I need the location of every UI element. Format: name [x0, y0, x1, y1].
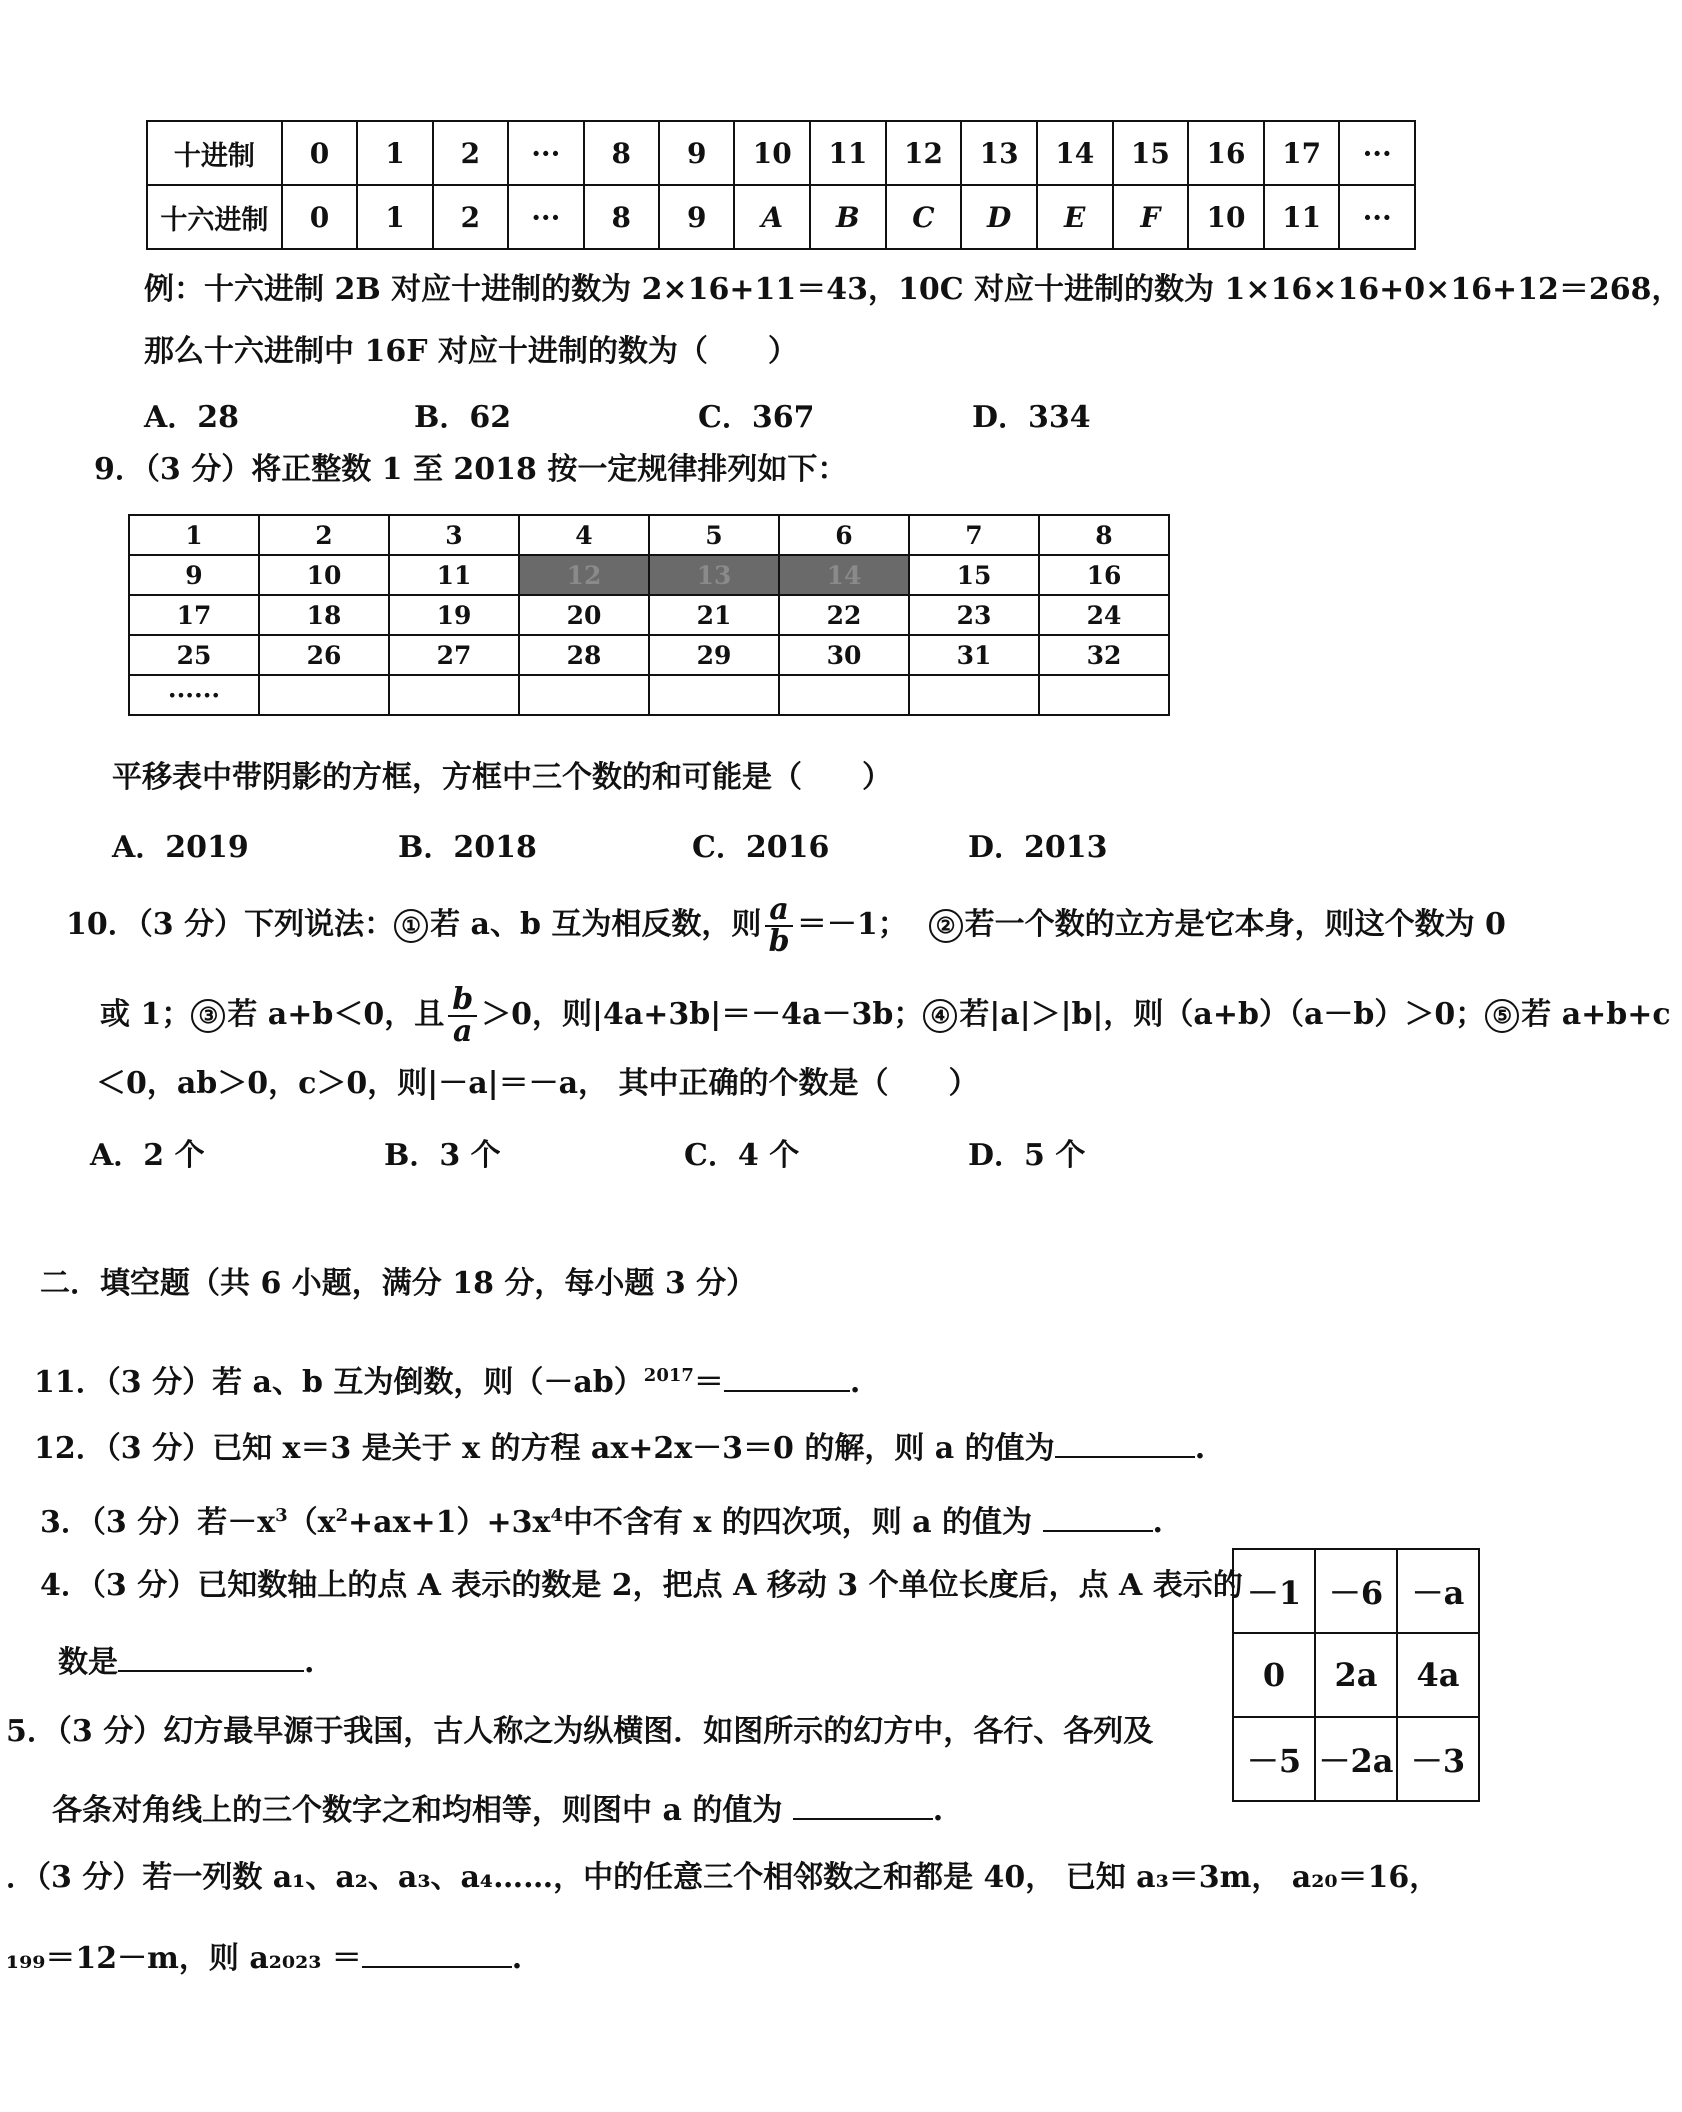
- table-row: [129, 555, 1169, 595]
- table-cell: 17: [129, 595, 259, 635]
- table-cell: 0: [282, 185, 357, 249]
- table-cell: E: [1037, 185, 1113, 249]
- table-cell: 31: [909, 635, 1039, 675]
- table-cell: 0: [282, 121, 357, 185]
- table-row: [129, 595, 1169, 635]
- table-cell: 10: [734, 121, 810, 185]
- q15-line-1: 5．（3 分）幻方最早源于我国，古人称之为纵横图．如图所示的幻方中，各行、各列及: [6, 1714, 1154, 1749]
- table-cell: 6: [779, 515, 909, 555]
- table-cell: 4: [519, 515, 649, 555]
- table-cell: 9: [659, 121, 734, 185]
- table-cell: 2: [433, 121, 508, 185]
- table-cell: 17: [1264, 121, 1340, 185]
- table-cell: 29: [649, 635, 779, 675]
- q10-line-3: ＜0，ab＞0，c＞0，则|－a|＝－a， 其中正确的个数是（ ）: [96, 1066, 979, 1101]
- table-cell: ···: [1339, 185, 1415, 249]
- table-cell: [1039, 675, 1169, 715]
- q15-line-2: 各条对角线上的三个数字之和均相等，则图中 a 的值为 .: [52, 1790, 943, 1829]
- magic-square-cell: －3: [1397, 1717, 1479, 1801]
- table-row: [129, 635, 1169, 675]
- q11: 11．（3 分）若 a、b 互为倒数，则$(-ab)^{2017}=$ .: [34, 1358, 860, 1401]
- table-row: [147, 185, 1415, 249]
- answer-blank[interactable]: [793, 1790, 933, 1820]
- table-cell: 26: [259, 635, 389, 675]
- q10-prefix: 10．（3 分）下列说法：: [66, 907, 395, 942]
- table-cell: [519, 675, 649, 715]
- table-cell: 23: [909, 595, 1039, 635]
- magic-square-cell: 2a: [1315, 1633, 1397, 1717]
- q9-option-a: A．2019: [112, 830, 249, 865]
- table-cell: 15: [1113, 121, 1189, 185]
- table-cell: 8: [1039, 515, 1169, 555]
- q10-option-b: B．3 个: [384, 1138, 501, 1173]
- table-cell: 9: [129, 555, 259, 595]
- q8-question: 那么十六进制中 16F 对应十进制的数为（ ）: [144, 334, 798, 369]
- table-cell: 16: [1188, 121, 1264, 185]
- table-cell: 15: [909, 555, 1039, 595]
- table-cell: [779, 675, 909, 715]
- table-cell: F: [1113, 185, 1189, 249]
- q10-option-a: A．2 个: [90, 1138, 205, 1173]
- magic-square-cell: 4a: [1397, 1633, 1479, 1717]
- table-cell: 16: [1039, 555, 1169, 595]
- answer-blank[interactable]: [362, 1938, 512, 1968]
- table-cell: 32: [1039, 635, 1169, 675]
- row-label-decimal: 十进制: [147, 121, 282, 185]
- q9-stem: 9．（3 分）将正整数 1 至 2018 按一定规律排列如下：: [94, 452, 848, 487]
- table-cell: 18: [259, 595, 389, 635]
- table-cell: 25: [129, 635, 259, 675]
- q10-statement-1: 若 a、b 互为相反数，则: [430, 907, 762, 942]
- table-row: [147, 121, 1415, 185]
- table-cell: 13: [649, 555, 779, 595]
- table-cell: 11: [810, 121, 886, 185]
- circled-1: ①: [394, 909, 428, 943]
- q8-option-b: B．62: [414, 400, 512, 435]
- table-cell: 1: [357, 121, 432, 185]
- table-cell: 10: [1188, 185, 1264, 249]
- q8-example: 例：十六进制 2B 对应十进制的数为 2×16+11＝43，10C 对应十进制的数为 1×16×16+0×16+12＝268，: [144, 272, 1682, 307]
- table-cell: 2: [433, 185, 508, 249]
- table-cell: B: [810, 185, 886, 249]
- row-label-hex: 十六进制: [147, 185, 282, 249]
- answer-blank[interactable]: [118, 1642, 304, 1672]
- table-cell: 11: [1264, 185, 1340, 249]
- table-cell: 22: [779, 595, 909, 635]
- q10-line-1: [66, 892, 1506, 958]
- table-cell: ···: [1339, 121, 1415, 185]
- table-cell: 1: [129, 515, 259, 555]
- table-cell: 30: [779, 635, 909, 675]
- answer-blank[interactable]: [1055, 1428, 1195, 1458]
- table-row: [1233, 1549, 1479, 1633]
- table-cell: 21: [649, 595, 779, 635]
- table-cell: [649, 675, 779, 715]
- q9-option-b: B．2018: [398, 830, 537, 865]
- table-cell: 3: [389, 515, 519, 555]
- q16-line-2: ₁₉₉＝12－m，则 a₂₀₂₃ ＝ .: [6, 1938, 522, 1977]
- answer-blank[interactable]: [724, 1362, 850, 1392]
- table-cell: 10: [259, 555, 389, 595]
- magic-square-cell: －6: [1315, 1549, 1397, 1633]
- table-cell: 19: [389, 595, 519, 635]
- table-cell: 9: [659, 185, 734, 249]
- fraction-b-over-a: $\frac{b}{a}$: [448, 985, 477, 1047]
- table-cell: 8: [584, 185, 659, 249]
- q9-question: 平移表中带阴影的方框，方框中三个数的和可能是（ ）: [112, 760, 892, 795]
- circled-3: ③: [191, 999, 225, 1033]
- fraction-a-over-b: $\frac{a}{b}$: [765, 895, 792, 957]
- table-row: [129, 675, 1169, 715]
- table-cell: D: [961, 185, 1037, 249]
- magic-square-cell: －2a: [1315, 1717, 1397, 1801]
- table-cell: ···: [508, 185, 584, 249]
- table-cell: 14: [779, 555, 909, 595]
- q14-line-1: 4．（3 分）已知数轴上的点 A 表示的数是 2，把点 A 移动 3 个单位长度后，点 A 表示的: [40, 1568, 1243, 1603]
- table-cell: 11: [389, 555, 519, 595]
- section-heading: 二．填空题（共 6 小题，满分 18 分，每小题 3 分）: [40, 1266, 757, 1301]
- table-cell: 14: [1037, 121, 1113, 185]
- q8-option-a: A．28: [144, 400, 240, 435]
- magic-square-cell: 0: [1233, 1633, 1315, 1717]
- q14-line-2: 数是 .: [58, 1642, 314, 1681]
- table-cell: 12: [519, 555, 649, 595]
- table-cell: 28: [519, 635, 649, 675]
- q10-line-2: 或 1； ③ 若 a+b＜0，且 $\frac{b}{a}$ ＞0，则|4a+3b|＝－4a－3b； ④ 若|a|＞|b|，则（a+b）（a－b）＞0； ⑤ 若 a+b+c: [100, 982, 1671, 1049]
- table-cell: [259, 675, 389, 715]
- table-cell: 5: [649, 515, 779, 555]
- table-cell: [389, 675, 519, 715]
- magic-square-clip: [1232, 1548, 1492, 1818]
- q9-option-d: D．2013: [968, 830, 1108, 865]
- table-cell: 8: [584, 121, 659, 185]
- table-cell: ······: [129, 675, 259, 715]
- circled-5: ⑤: [1485, 999, 1519, 1033]
- table-cell: 27: [389, 635, 519, 675]
- q9-option-c: C．2016: [692, 830, 830, 865]
- table-cell: 2: [259, 515, 389, 555]
- table-cell: 24: [1039, 595, 1169, 635]
- q8-option-d: D．334: [972, 400, 1091, 435]
- table-cell: 20: [519, 595, 649, 635]
- q10-statement-1-tail: ＝－1；: [796, 907, 908, 942]
- magic-square: [1232, 1548, 1480, 1802]
- magic-square-cell: －5: [1233, 1717, 1315, 1801]
- q12: 12．（3 分）已知 x＝3 是关于 x 的方程 ax+2x－3＝0 的解，则 a 的值为 .: [34, 1428, 1205, 1467]
- table-row: [1233, 1717, 1479, 1801]
- q10-option-d: D．5 个: [968, 1138, 1086, 1173]
- table-cell: 7: [909, 515, 1039, 555]
- table-cell: C: [886, 185, 962, 249]
- table-cell: 12: [886, 121, 962, 185]
- answer-blank[interactable]: [1043, 1502, 1153, 1532]
- table-row: [129, 515, 1169, 555]
- table-cell: [909, 675, 1039, 715]
- table-cell: ···: [508, 121, 584, 185]
- q10-option-c: C．4 个: [684, 1138, 800, 1173]
- circled-4: ④: [923, 999, 957, 1033]
- magic-square-cell: －a: [1397, 1549, 1479, 1633]
- table-cell: 1: [357, 185, 432, 249]
- hex-decimal-table: [146, 120, 1416, 250]
- q16-line-1: ．（3 分）若一列数 a₁、a₂、a₃、a₄……，中的任意三个相邻数之和都是 40， 已知 a₃＝3m， a₂₀＝16，: [6, 1860, 1440, 1895]
- sequence-table: [128, 514, 1170, 716]
- table-cell: A: [734, 185, 810, 249]
- magic-square-cell: －1: [1233, 1549, 1315, 1633]
- table-cell: 13: [961, 121, 1037, 185]
- q10-statement-2: 若一个数的立方是它本身，则这个数为 0: [964, 907, 1506, 942]
- q13: 3．（3 分）若$-x^3(x^2+ax+1)+3x^4$中不含有 x 的四次项，则 a 的值为 .: [40, 1498, 1163, 1541]
- table-row: [1233, 1633, 1479, 1717]
- q8-option-c: C．367: [698, 400, 815, 435]
- circled-2: ②: [929, 909, 963, 943]
